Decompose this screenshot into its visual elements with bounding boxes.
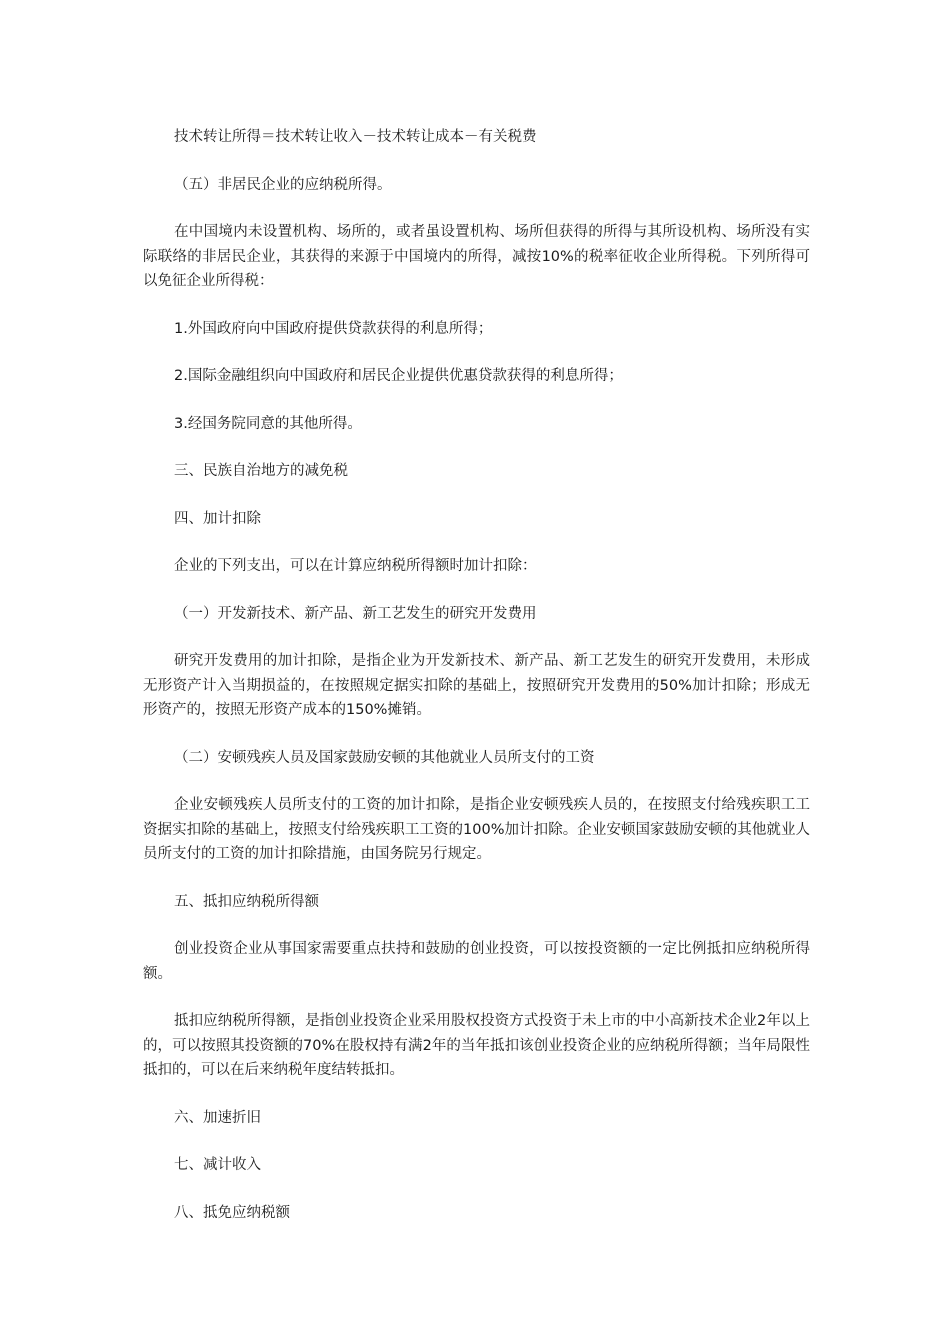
subheading-2: （二）安顿残疾人员及国家鼓励安顿的其他就业人员所支付的工资 <box>174 749 595 766</box>
paragraph-formula: 技术转让所得＝技术转让收入－技术转让成本－有关税费 <box>174 129 537 145</box>
list-item-1: 1.外国政府向中国政府提供贷款获得的利息所得； <box>174 320 493 337</box>
paragraph-rd-deduction: 研究开发费用的加计扣除，是指企业为开发新技术、新产品、新工艺发生的研究开发费用，未形成无形资产计入当期损益的，在按照规定据实扣除的基础上，按照研究开发费用的50%加计扣除；形成无形资产的，按照无形资产成本的150%摊销。 <box>143 653 810 718</box>
paragraph-nonresident: 在中国境内未设置机构、场所的，或者虽设置机构、场所但获得的所得与其所设机构、场所没有实际联络的非居民企业，其获得的来源于中国境内的所得，减按10%的税率征收企业所得税。下列所得可以免征企业所得税： <box>143 224 810 289</box>
section-heading-4: 四、加计扣除 <box>174 510 261 527</box>
subheading-1: （一）开发新技术、新产品、新工艺发生的研究开发费用 <box>174 605 537 622</box>
document-page <box>143 125 810 1248</box>
section-heading-3: 三、民族自治地方的减免税 <box>174 463 348 479</box>
section-heading-8: 八、抵免应纳税额 <box>174 1204 290 1221</box>
paragraph-venture-detail: 抵扣应纳税所得额，是指创业投资企业采用股权投资方式投资于未上市的中小高新技术企业2年以上的，可以按照其投资额的70%在股权持有满2年的当年抵扣该创业投资企业的应纳税所得额；当年局限性抵扣的，可以在后来纳税年度结转抵扣。 <box>143 1013 810 1078</box>
paragraph-deduction-intro: 企业的下列支出，可以在计算应纳税所得额时加计扣除： <box>174 558 537 574</box>
list-item-3: 3.经国务院同意的其他所得。 <box>174 415 362 432</box>
paragraph-venture-intro: 创业投资企业从事国家需要重点扶持和鼓励的创业投资，可以按投资额的一定比例抵扣应纳税所得额。 <box>143 941 810 982</box>
section-heading-6: 六、加速折旧 <box>174 1109 261 1126</box>
section-heading-5: 五、抵扣应纳税所得额 <box>174 893 319 910</box>
section-heading-7: 七、减计收入 <box>174 1157 261 1173</box>
list-item-2: 2.国际金融组织向中国政府和居民企业提供优惠贷款获得的利息所得； <box>174 368 623 384</box>
paragraph-heading-5: （五）非居民企业的应纳税所得。 <box>174 176 392 193</box>
paragraph-disabled-wages: 企业安顿残疾人员所支付的工资的加计扣除，是指企业安顿残疾人员的，在按照支付给残疾职工工资据实扣除的基础上，按照支付给残疾职工工资的100%加计扣除。企业安顿国家鼓励安顿的其他就业人员所支付的工资的加计扣除措施，由国务院另行规定。 <box>143 797 810 862</box>
